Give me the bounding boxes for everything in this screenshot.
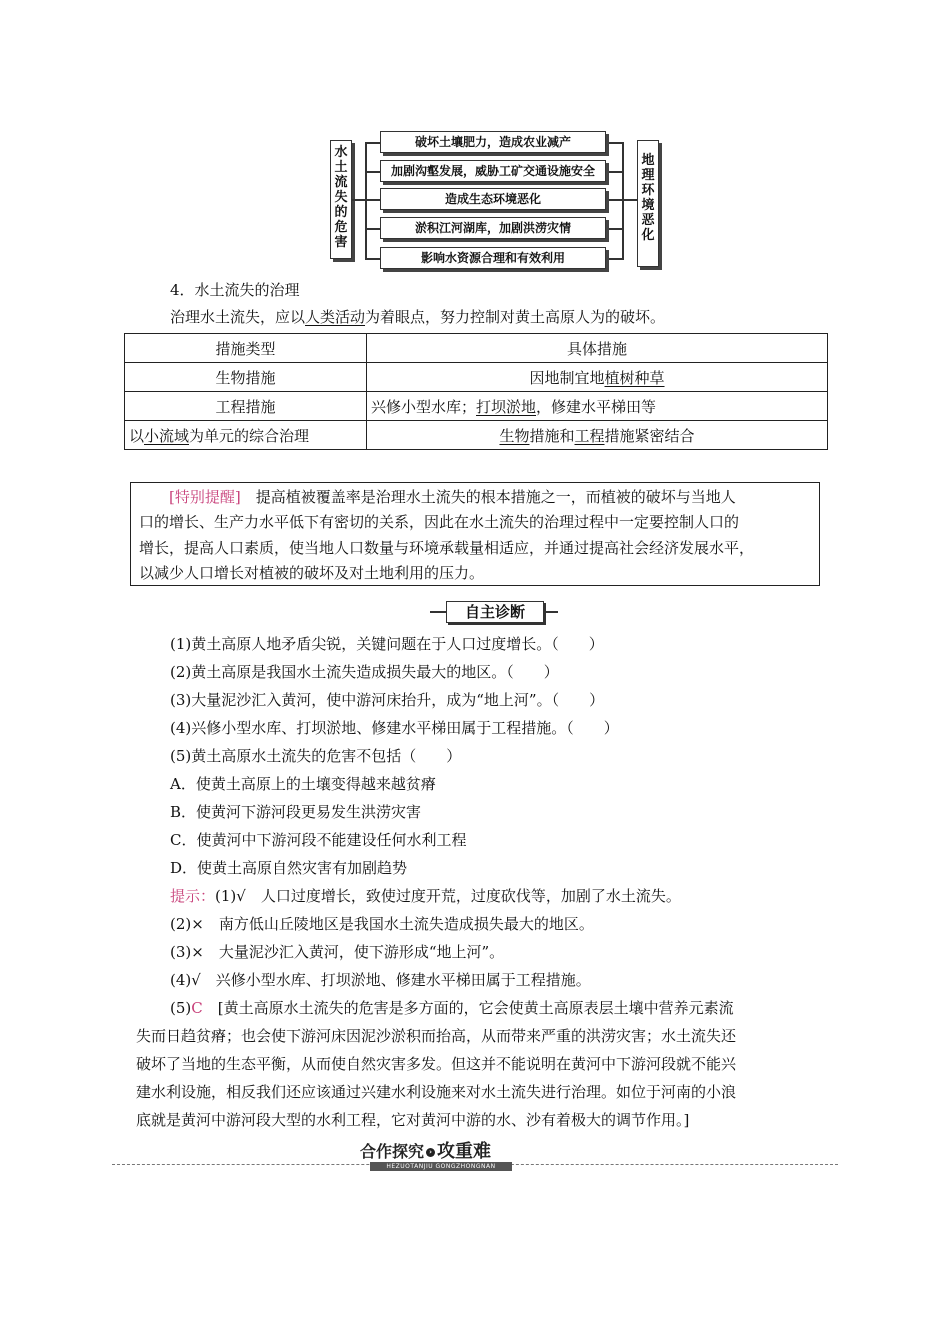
hint-label: 提示： [170,887,216,905]
table-cell [125,421,367,450]
option-item: B．使黄河下游河段更易发生洪涝灾害 [170,803,422,821]
right-label-text: 地理环境恶化 [641,153,655,243]
question-item: (4)兴修小型水库、打坝淤地、修建水平梯田属于工程措施。（ ） [170,719,619,737]
table-cell [367,392,828,421]
banner-title [356,1142,495,1162]
cell-keyword: 小流域 [144,426,190,445]
table-cell: 工程措施 [125,392,367,421]
arrow-circle-icon: › [426,1148,435,1157]
answer-text: (1)√ 人口过度增长，致使过度开荒，过度砍伐等，加剧了水土流失。 [215,887,681,905]
diagram-right-label [637,140,659,267]
cooperation-banner [112,1142,838,1172]
cell-keyword: 工程 [574,426,605,445]
answer-line: 底就是黄河中游河段大型的水利工程，它对黄河中游的水、沙有着极大的调节作用。] [136,1111,690,1129]
diagnosis-title: 自主诊断 [446,601,544,623]
note-line [169,486,736,507]
answer-letter: C [191,999,203,1017]
banner-title-a: 合作探究 [360,1142,425,1161]
question-item: (1)黄土高原人地矛盾尖锐，关键问题在于人口过度增长。（ ） [170,635,604,653]
option-item: C．使黄河中下游河段不能建设任何水利工程 [170,831,467,849]
question-item: (5)黄土高原水土流失的危害不包括（ ） [170,747,462,765]
answer-line: 破坏了当地的生态平衡，从而使自然灾害多发。但这并不能说明在黄河中下游河段就不能兴 [136,1055,737,1073]
table-header: 措施类型 [125,334,367,363]
answer-number: (5) [170,999,192,1017]
section-intro [170,307,665,327]
answer-item [170,998,734,1018]
answer-item [170,886,681,906]
answer-line: 建水利设施，相反我们还应该通过兴建水利设施来对水土流失进行治理。如位于河南的小浪 [136,1083,737,1101]
note-line: 增长，提高人口素质，使当地人口数量与环境承载量相适应，并通过提高社会经济发展水平， [139,539,755,557]
note-line: 口的增长、生产力水平低下有密切的关系，因此在水土流失的治理过程中一定要控制人口的 [139,513,740,531]
cell-text: 措施和 [529,426,575,445]
diagram-item-4: 淤积江河湖库，加剧洪涝灾情 [380,217,606,239]
note-tag: [特别提醒] [169,488,241,506]
banner-title-b: 攻重难 [437,1141,492,1162]
diagram-left-label [330,140,352,259]
cell-text: ，修建水平梯田等 [536,397,657,416]
table-cell [367,363,828,392]
answer-text: [黄土高原水土流失的危害是多方面的，它会使黄土高原表层土壤中营养元素流 [217,999,734,1017]
cell-keyword: 植树种草 [604,368,665,387]
table-cell: 生物措施 [125,363,367,392]
cell-keyword: 生物 [499,426,530,445]
cell-keyword: 打坝淤地 [476,397,537,416]
answer-item: (4)√ 兴修小型水库、打坝淤地、修建水平梯田属于工程措施。 [170,971,591,989]
intro-text: 治理水土流失，应以 [170,308,306,326]
cell-text: 因地制宜地 [529,368,605,387]
answer-item: (2)× 南方低山丘陵地区是我国水土流失造成损失最大的地区。 [170,915,594,933]
cell-text: 以 [129,426,145,445]
cell-text: 措施紧密结合 [604,426,695,445]
table-row [125,363,828,392]
cell-text: 为单元的综合治理 [189,426,310,445]
option-item: D．使黄土高原自然灾害有加剧趋势 [170,859,408,877]
table-header-row [125,334,828,363]
option-item: A．使黄土高原上的土壤变得越来越贫瘠 [170,775,436,793]
diagnosis-banner [430,601,558,623]
table-row [125,392,828,421]
measures-table [124,333,828,450]
note-line: 以减少人口增长对植被的破坏及对土地利用的压力。 [139,564,485,582]
diagram-item-3: 造成生态环境恶化 [380,188,606,210]
section-heading: 4．水土流失的治理 [170,281,300,299]
diagram-item-1: 破坏土壤肥力，造成农业减产 [380,131,606,153]
answer-line: 失而日趋贫瘠；也会使下游河床因泥沙淤积而抬高，从而带来严重的洪涝灾害；水土流失还 [136,1027,737,1045]
table-row [125,421,828,450]
left-label-text: 水土流失的危害 [334,145,348,250]
special-reminder-box [130,482,820,586]
table-header: 具体措施 [367,334,828,363]
cell-text: 兴修小型水库； [371,397,477,416]
intro-text-end: 为着眼点，努力控制对黄土高原人为的破坏。 [365,308,666,326]
diagram-item-5: 影响水资源合理和有效利用 [380,247,606,269]
question-item: (3)大量泥沙汇入黄河，使中游河床抬升，成为“地上河”。（ ） [170,691,605,709]
diagram-item-2: 加剧沟壑发展，威胁工矿交通设施安全 [380,160,606,182]
banner-pinyin: HEZUOTANJIU GONGZHONGNAN [370,1162,512,1171]
note-text: 提高植被覆盖率是治理水土流失的根本措施之一，而植被的破坏与当地人 [255,488,736,506]
table-cell [367,421,828,450]
intro-keyword: 人类活动 [305,308,366,326]
answer-item: (3)× 大量泥沙汇入黄河，使下游形成“地上河”。 [170,943,505,961]
question-item: (2)黄土高原是我国水土流失造成损失最大的地区。（ ） [170,663,559,681]
